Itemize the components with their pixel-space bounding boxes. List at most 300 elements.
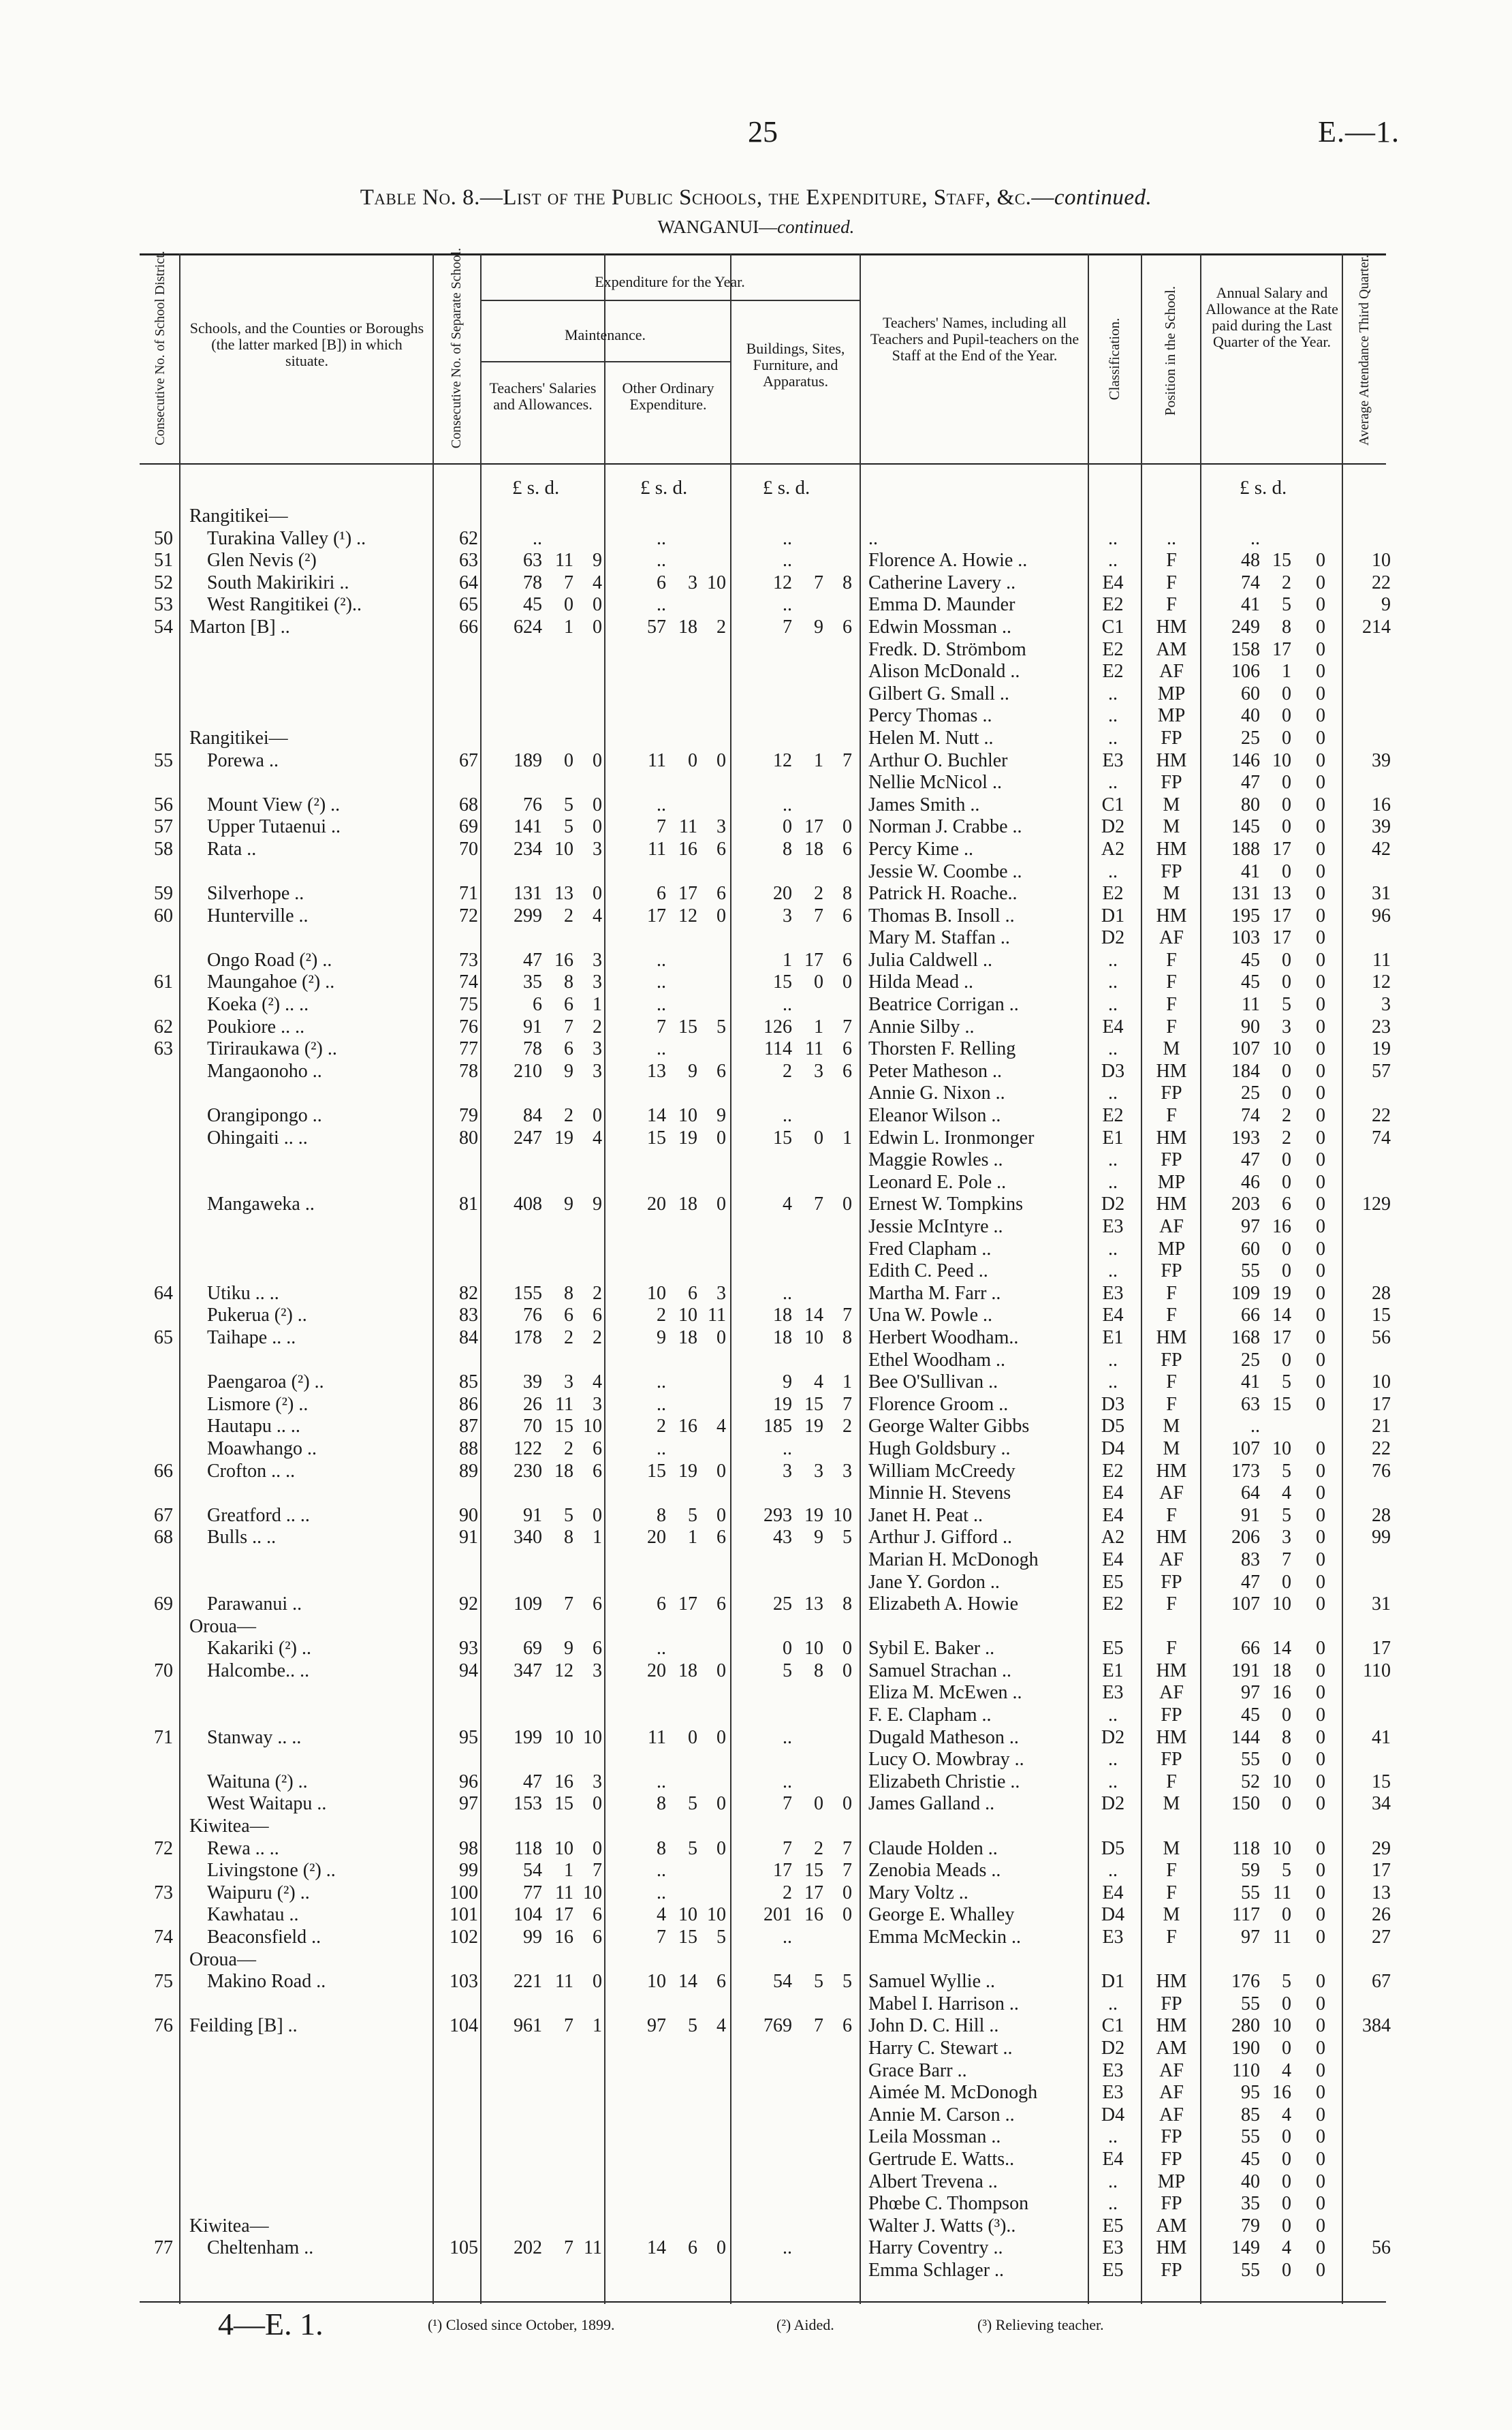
district-number: 65 [154, 1326, 173, 1348]
other-expenditure-pounds: 11 [648, 1726, 666, 1748]
position: HM [1156, 1527, 1187, 1548]
school-name: Ohingaiti .. .. [207, 1127, 308, 1149]
other-expenditure-shillings: 15 [678, 1927, 697, 1948]
table-bottom-rule [140, 2301, 1386, 2303]
annual-salary-pence: 0 [1316, 1194, 1325, 1215]
teacher-name: Ernest W. Tompkins [868, 1194, 1023, 1215]
teacher-name: Mabel I. Harrison .. [868, 1993, 1019, 2014]
buildings-expenditure-pence: 7 [842, 1016, 852, 1038]
annual-salary-pounds: 90 [1241, 1016, 1260, 1038]
classification: .. [1108, 727, 1118, 749]
teachers-salaries-pence: 0 [593, 594, 602, 616]
table-row [0, 1638, 1512, 1660]
subtitle-suffix: continued. [777, 217, 855, 237]
annual-salary-pence: 0 [1316, 2148, 1325, 2170]
position: FP [1161, 1260, 1182, 1282]
buildings-expenditure-pounds: 12 [773, 572, 792, 593]
table-row [0, 1993, 1512, 2016]
classification: A2 [1101, 838, 1125, 860]
buildings-expenditure-shillings: 15 [804, 1393, 823, 1415]
other-expenditure-shillings: 1 [688, 1527, 697, 1548]
teacher-name: Samuel Wyllie .. [868, 1971, 995, 1993]
table-row [0, 1105, 1512, 1127]
annual-salary-pence: 0 [1316, 1749, 1325, 1771]
annual-salary-pounds: 25 [1241, 1349, 1260, 1371]
annual-salary-pounds: 107 [1231, 1437, 1260, 1459]
teachers-salaries-pence: 3 [593, 949, 602, 971]
annual-salary-pounds: 55 [1241, 1749, 1260, 1771]
annual-salary-pounds: 63 [1241, 1393, 1260, 1415]
annual-salary-shillings: 17 [1272, 905, 1291, 926]
classification: .. [1108, 1260, 1118, 1282]
buildings-expenditure-pounds: 7 [783, 616, 792, 638]
annual-salary-pence: 0 [1316, 1238, 1325, 1260]
buildings-expenditure-shillings: 14 [804, 1305, 823, 1326]
teachers-salaries-pence: 0 [593, 1837, 602, 1859]
teachers-salaries-pounds: 91 [523, 1504, 542, 1526]
teacher-name: Edwin L. Ironmonger [868, 1127, 1035, 1149]
school-name: South Makirikiri .. [207, 572, 349, 593]
buildings-expenditure-pence: 10 [833, 1504, 852, 1526]
other-expenditure-pounds: .. [657, 794, 666, 815]
buildings-expenditure-pounds: 15 [773, 1127, 792, 1149]
annual-salary-pounds: 55 [1241, 1882, 1260, 1903]
annual-salary-shillings: 10 [1272, 1837, 1291, 1859]
buildings-expenditure-pence: 6 [842, 949, 852, 971]
annual-salary-pounds: 103 [1231, 927, 1260, 949]
teachers-salaries-pence: 2 [593, 1326, 602, 1348]
annual-salary-pounds: 107 [1231, 1593, 1260, 1615]
classification: C1 [1101, 2015, 1124, 2037]
annual-salary-pence: 0 [1316, 1548, 1325, 1570]
classification: .. [1108, 1371, 1118, 1393]
buildings-expenditure-pounds: .. [783, 1726, 792, 1748]
annual-salary-pounds: 59 [1241, 1860, 1260, 1882]
table-row [0, 1038, 1512, 1061]
other-expenditure-shillings: 5 [688, 1837, 697, 1859]
buildings-expenditure-shillings: 19 [804, 1504, 823, 1526]
table-row [0, 1838, 1512, 1860]
other-expenditure-pence: 0 [716, 1504, 726, 1526]
teachers-salaries-shillings: 0 [564, 594, 573, 616]
other-expenditure-pence: 0 [716, 749, 726, 771]
teacher-name: Jessie W. Coombe .. [868, 860, 1022, 882]
teachers-salaries-shillings: 7 [564, 572, 573, 593]
teachers-salaries-pence: 0 [593, 1971, 602, 1993]
other-expenditure-pounds: 15 [647, 1460, 666, 1482]
teacher-name: Phœbe C. Thompson [868, 2193, 1029, 2215]
position: F [1166, 1504, 1177, 1526]
teachers-salaries-pence: 7 [593, 1860, 602, 1882]
buildings-expenditure-shillings: 9 [814, 1527, 823, 1548]
annual-salary-pence: 0 [1316, 1771, 1325, 1792]
annual-salary-shillings: 5 [1282, 994, 1291, 1016]
teachers-salaries-pence: 1 [593, 1527, 602, 1548]
other-expenditure-shillings: 3 [688, 572, 697, 593]
buildings-expenditure-pounds: 2 [783, 1882, 792, 1903]
position: HM [1156, 1194, 1187, 1215]
teacher-name: Bee O'Sullivan .. [868, 1371, 998, 1393]
table-row [0, 2126, 1512, 2149]
annual-salary-pence: 0 [1316, 1282, 1325, 1304]
average-attendance: 17 [1372, 1638, 1391, 1660]
average-attendance: 57 [1372, 1060, 1391, 1082]
teacher-name: Ethel Woodham .. [868, 1349, 1005, 1371]
header-expenditure: Expenditure for the Year. [595, 273, 745, 290]
units-other-ordinary: £ s. d. [640, 477, 688, 499]
average-attendance: 56 [1372, 2237, 1391, 2259]
position: HM [1156, 1660, 1187, 1681]
school-name: West Waitapu .. [207, 1793, 327, 1815]
annual-salary-pence: 0 [1316, 1016, 1325, 1038]
classification: E3 [1102, 1682, 1124, 1704]
classification: .. [1108, 1082, 1118, 1104]
annual-salary-shillings: 0 [1282, 949, 1291, 971]
buildings-expenditure-pence: 0 [842, 1194, 852, 1215]
school-name: Marton [B] .. [189, 616, 290, 638]
classification: D5 [1101, 1837, 1125, 1859]
school-name: Kiwitea— [189, 2215, 269, 2237]
school-number: 63 [459, 550, 478, 572]
annual-salary-pence: 0 [1316, 772, 1325, 794]
teachers-salaries-shillings: 10 [554, 1726, 573, 1748]
classification: E3 [1102, 1927, 1124, 1948]
annual-salary-pence: 0 [1316, 905, 1325, 926]
school-number: 97 [459, 1793, 478, 1815]
classification: .. [1108, 971, 1118, 993]
annual-salary-shillings: 16 [1272, 1682, 1291, 1704]
table-row [0, 572, 1512, 595]
teachers-salaries-shillings: 8 [564, 971, 573, 993]
position: F [1166, 949, 1177, 971]
other-expenditure-shillings: 17 [678, 1593, 697, 1615]
other-expenditure-pounds: 10 [647, 1971, 666, 1993]
buildings-expenditure-pounds: 2 [783, 1060, 792, 1082]
district-number: 50 [154, 527, 173, 549]
teacher-name: Alison McDonald .. [868, 661, 1020, 683]
table-row [0, 971, 1512, 994]
average-attendance: 10 [1372, 1371, 1391, 1393]
annual-salary-shillings: 17 [1272, 1326, 1291, 1348]
school-name: Orangipongo .. [207, 1105, 322, 1127]
buildings-expenditure-pounds: 12 [773, 749, 792, 771]
classification: E3 [1102, 2237, 1124, 2259]
position: F [1166, 1593, 1177, 1615]
other-expenditure-shillings: 16 [678, 838, 697, 860]
buildings-expenditure-pence: 6 [842, 1038, 852, 1060]
annual-salary-shillings: 0 [1282, 2037, 1291, 2059]
annual-salary-pence: 0 [1316, 949, 1325, 971]
annual-salary-pence: 0 [1316, 2215, 1325, 2237]
school-number: 100 [450, 1882, 478, 1903]
position: HM [1156, 1326, 1187, 1348]
teachers-salaries-shillings: 2 [564, 1437, 573, 1459]
teachers-salaries-pence: 6 [593, 1904, 602, 1926]
annual-salary-pence: 0 [1316, 2170, 1325, 2192]
annual-salary-pounds: 35 [1241, 2193, 1260, 2215]
document-code: E.—1. [1318, 115, 1400, 149]
other-expenditure-pounds: 20 [647, 1660, 666, 1681]
other-expenditure-pence: 0 [716, 1660, 726, 1681]
school-name: Crofton .. .. [207, 1460, 296, 1482]
other-expenditure-pounds: 9 [657, 1326, 666, 1348]
annual-salary-pence: 0 [1316, 1638, 1325, 1660]
classification: A2 [1101, 1527, 1125, 1548]
buildings-expenditure-pounds: 7 [783, 1793, 792, 1815]
school-number: 71 [459, 883, 478, 905]
classification: D1 [1101, 905, 1125, 926]
average-attendance: 31 [1372, 1593, 1391, 1615]
teachers-salaries-pounds: 35 [523, 971, 542, 993]
buildings-expenditure-pounds: 9 [783, 1371, 792, 1393]
annual-salary-pence: 0 [1316, 971, 1325, 993]
teacher-name: Annie M. Carson .. [868, 2104, 1015, 2125]
annual-salary-pence: 0 [1316, 1860, 1325, 1882]
school-number: 96 [459, 1771, 478, 1792]
annual-salary-pence: 0 [1316, 1793, 1325, 1815]
teachers-salaries-pounds: 199 [514, 1726, 542, 1748]
school-name: Waituna (²) .. [207, 1771, 308, 1792]
header-teachers-salaries: Teachers' Salaries and Allowances. [489, 379, 597, 413]
annual-salary-pounds: 118 [1232, 1837, 1260, 1859]
table-row [0, 1572, 1512, 1594]
other-expenditure-pence: 5 [716, 1927, 726, 1948]
table-row [0, 1482, 1512, 1505]
teachers-salaries-pence: 10 [583, 1416, 602, 1437]
school-number: 72 [459, 905, 478, 926]
annual-salary-shillings: 15 [1272, 1393, 1291, 1415]
other-expenditure-shillings: 18 [678, 1194, 697, 1215]
other-expenditure-shillings: 6 [688, 1282, 697, 1304]
annual-salary-pence: 0 [1316, 1682, 1325, 1704]
school-name: Greatford .. .. [207, 1504, 310, 1526]
table-row [0, 1350, 1512, 1372]
annual-salary-shillings: 0 [1282, 794, 1291, 815]
teachers-salaries-shillings: 6 [564, 994, 573, 1016]
other-expenditure-pounds: 6 [657, 1593, 666, 1615]
classification: D2 [1101, 1194, 1125, 1215]
classification: E3 [1102, 749, 1124, 771]
annual-salary-pounds: 48 [1241, 550, 1260, 572]
teachers-salaries-pounds: 155 [514, 1282, 542, 1304]
teacher-name: George E. Whalley [868, 1904, 1015, 1926]
classification: D3 [1101, 1060, 1125, 1082]
annual-salary-pence: 0 [1316, 1060, 1325, 1082]
classification: D4 [1101, 1437, 1125, 1459]
buildings-expenditure-shillings: 7 [814, 572, 823, 593]
annual-salary-pounds: 40 [1241, 2170, 1260, 2192]
buildings-expenditure-pence: 1 [842, 1127, 852, 1149]
position: HM [1156, 1726, 1187, 1748]
buildings-expenditure-pounds: .. [783, 994, 792, 1016]
annual-salary-pence: 0 [1316, 1149, 1325, 1171]
average-attendance: 67 [1372, 1971, 1391, 1993]
teachers-salaries-pence: 6 [593, 1460, 602, 1482]
classification: D2 [1101, 816, 1125, 838]
buildings-expenditure-pounds: 293 [763, 1504, 792, 1526]
table-row [0, 1061, 1512, 1083]
district-number: 59 [154, 883, 173, 905]
teacher-name: Martha M. Farr .. [868, 1282, 1001, 1304]
classification: E2 [1102, 1460, 1124, 1482]
annual-salary-pounds: 146 [1231, 749, 1260, 771]
table-row [0, 1172, 1512, 1194]
annual-salary-pence: 0 [1316, 1927, 1325, 1948]
other-expenditure-pence: 0 [716, 1460, 726, 1482]
classification: E3 [1102, 1282, 1124, 1304]
teachers-salaries-shillings: 13 [554, 883, 573, 905]
position: F [1166, 1771, 1177, 1792]
classification: E3 [1102, 2059, 1124, 2081]
school-number: 78 [459, 1060, 478, 1082]
school-name: Waipuru (²) .. [207, 1882, 310, 1903]
position: AF [1159, 1216, 1184, 1237]
buildings-expenditure-shillings: 1 [814, 1016, 823, 1038]
teachers-salaries-pence: 10 [583, 1882, 602, 1903]
annual-salary-shillings: 0 [1282, 1704, 1291, 1726]
teacher-name: Harry C. Stewart .. [868, 2037, 1013, 2059]
school-number: 102 [450, 1927, 478, 1948]
position: AF [1159, 927, 1184, 949]
table-row [0, 2171, 1512, 2194]
school-name: Rewa .. .. [207, 1837, 279, 1859]
table-row [0, 1416, 1512, 1438]
table-row [0, 1927, 1512, 1949]
table-row [0, 1194, 1512, 1216]
buildings-expenditure-pounds: 7 [783, 1837, 792, 1859]
classification: .. [1108, 1038, 1118, 1060]
other-expenditure-pounds: 11 [648, 749, 666, 771]
buildings-expenditure-shillings: 7 [814, 2015, 823, 2037]
position: AM [1156, 638, 1187, 660]
annual-salary-pounds: 40 [1241, 705, 1260, 727]
table-row [0, 994, 1512, 1016]
annual-salary-pence: 0 [1316, 1127, 1325, 1149]
table-row [0, 816, 1512, 839]
district-number: 57 [154, 816, 173, 838]
teachers-salaries-shillings: 2 [564, 1105, 573, 1127]
teachers-salaries-pence: 4 [593, 1127, 602, 1149]
teachers-salaries-shillings: 15 [554, 1793, 573, 1815]
other-expenditure-pounds: 20 [647, 1527, 666, 1548]
table-row [0, 1438, 1512, 1461]
other-expenditure-pounds: 17 [647, 905, 666, 926]
other-expenditure-shillings: 0 [688, 1726, 697, 1748]
buildings-expenditure-pounds: .. [783, 527, 792, 549]
annual-salary-shillings: 17 [1272, 838, 1291, 860]
average-attendance: 39 [1372, 749, 1391, 771]
table-row [0, 1704, 1512, 1727]
table-row [0, 927, 1512, 950]
teachers-salaries-shillings: 7 [564, 1016, 573, 1038]
classification: .. [1108, 705, 1118, 727]
other-expenditure-pounds: .. [657, 1437, 666, 1459]
teacher-name: Minnie H. Stevens [868, 1482, 1011, 1504]
buildings-expenditure-pence: 7 [842, 1837, 852, 1859]
other-expenditure-shillings: 18 [678, 1326, 697, 1348]
annual-salary-pence: 0 [1316, 1837, 1325, 1859]
buildings-expenditure-pounds: 17 [773, 1860, 792, 1882]
school-number: 89 [459, 1460, 478, 1482]
annual-salary-pounds: 280 [1231, 2015, 1260, 2037]
table-row [0, 2260, 1512, 2282]
classification: E4 [1102, 1882, 1124, 1903]
position: FP [1161, 772, 1182, 794]
teacher-name: Mary Voltz .. [868, 1882, 968, 1903]
position: HM [1156, 749, 1187, 771]
district-number: 73 [154, 1882, 173, 1903]
average-attendance: 17 [1372, 1860, 1391, 1882]
table-row [0, 1549, 1512, 1572]
teacher-name: Grace Barr .. [868, 2059, 967, 2081]
table-row [0, 2237, 1512, 2260]
annual-salary-shillings: 0 [1282, 1904, 1291, 1926]
annual-salary-pounds: 149 [1231, 2237, 1260, 2259]
annual-salary-pounds: 193 [1231, 1127, 1260, 1149]
other-expenditure-shillings: 15 [678, 1016, 697, 1038]
teacher-name: Fred Clapham .. [868, 1238, 992, 1260]
teachers-salaries-pence: 3 [593, 838, 602, 860]
teachers-salaries-shillings: 11 [555, 1882, 573, 1903]
annual-salary-shillings: 0 [1282, 816, 1291, 838]
teacher-name: Eliza M. McEwen .. [868, 1682, 1022, 1704]
other-expenditure-pence: 9 [716, 1105, 726, 1127]
school-number: 105 [450, 2237, 478, 2259]
annual-salary-pence: 0 [1316, 1326, 1325, 1348]
teacher-name: Elizabeth A. Howie [868, 1593, 1019, 1615]
position: HM [1156, 1460, 1187, 1482]
table-row [0, 1771, 1512, 1794]
teacher-name: F. E. Clapham .. [868, 1704, 992, 1726]
page-number: 25 [748, 115, 778, 149]
teacher-name: Beatrice Corrigan .. [868, 994, 1019, 1016]
table-row [0, 1216, 1512, 1239]
classification: .. [1108, 2170, 1118, 2192]
table-row [0, 1505, 1512, 1527]
classification: D2 [1101, 1793, 1125, 1815]
district-number: 53 [154, 594, 173, 616]
expenditure-rule [480, 300, 860, 301]
position: AF [1159, 1482, 1184, 1504]
footnote-relieving: (³) Relieving teacher. [977, 2316, 1104, 2333]
position: FP [1161, 2259, 1182, 2281]
teachers-salaries-pounds: 78 [523, 1038, 542, 1060]
annual-salary-pounds: 45 [1241, 2148, 1260, 2170]
other-expenditure-pounds: .. [657, 550, 666, 572]
annual-salary-pounds: 117 [1232, 1904, 1260, 1926]
annual-salary-shillings: 0 [1282, 2259, 1291, 2281]
average-attendance: 214 [1362, 616, 1391, 638]
other-expenditure-pence: 5 [716, 1016, 726, 1038]
teacher-name: Hugh Goldsbury .. [868, 1437, 1011, 1459]
units-teachers-salaries: £ s. d. [512, 477, 560, 499]
classification: .. [1108, 949, 1118, 971]
buildings-expenditure-pence: 0 [842, 816, 852, 838]
annual-salary-pounds: 85 [1241, 2104, 1260, 2125]
table-row [0, 683, 1512, 706]
teachers-salaries-pence: 0 [593, 616, 602, 638]
teachers-salaries-shillings: 5 [564, 816, 573, 838]
teacher-name: Eleanor Wilson .. [868, 1105, 1001, 1127]
table-row [0, 1860, 1512, 1882]
school-name: Livingstone (²) .. [207, 1860, 336, 1882]
buildings-expenditure-shillings: 9 [814, 616, 823, 638]
table-row [0, 1239, 1512, 1261]
teachers-salaries-shillings: 11 [555, 1393, 573, 1415]
annual-salary-pounds: 188 [1231, 838, 1260, 860]
annual-salary-pence: 0 [1316, 2259, 1325, 2281]
position: M [1163, 1837, 1180, 1859]
